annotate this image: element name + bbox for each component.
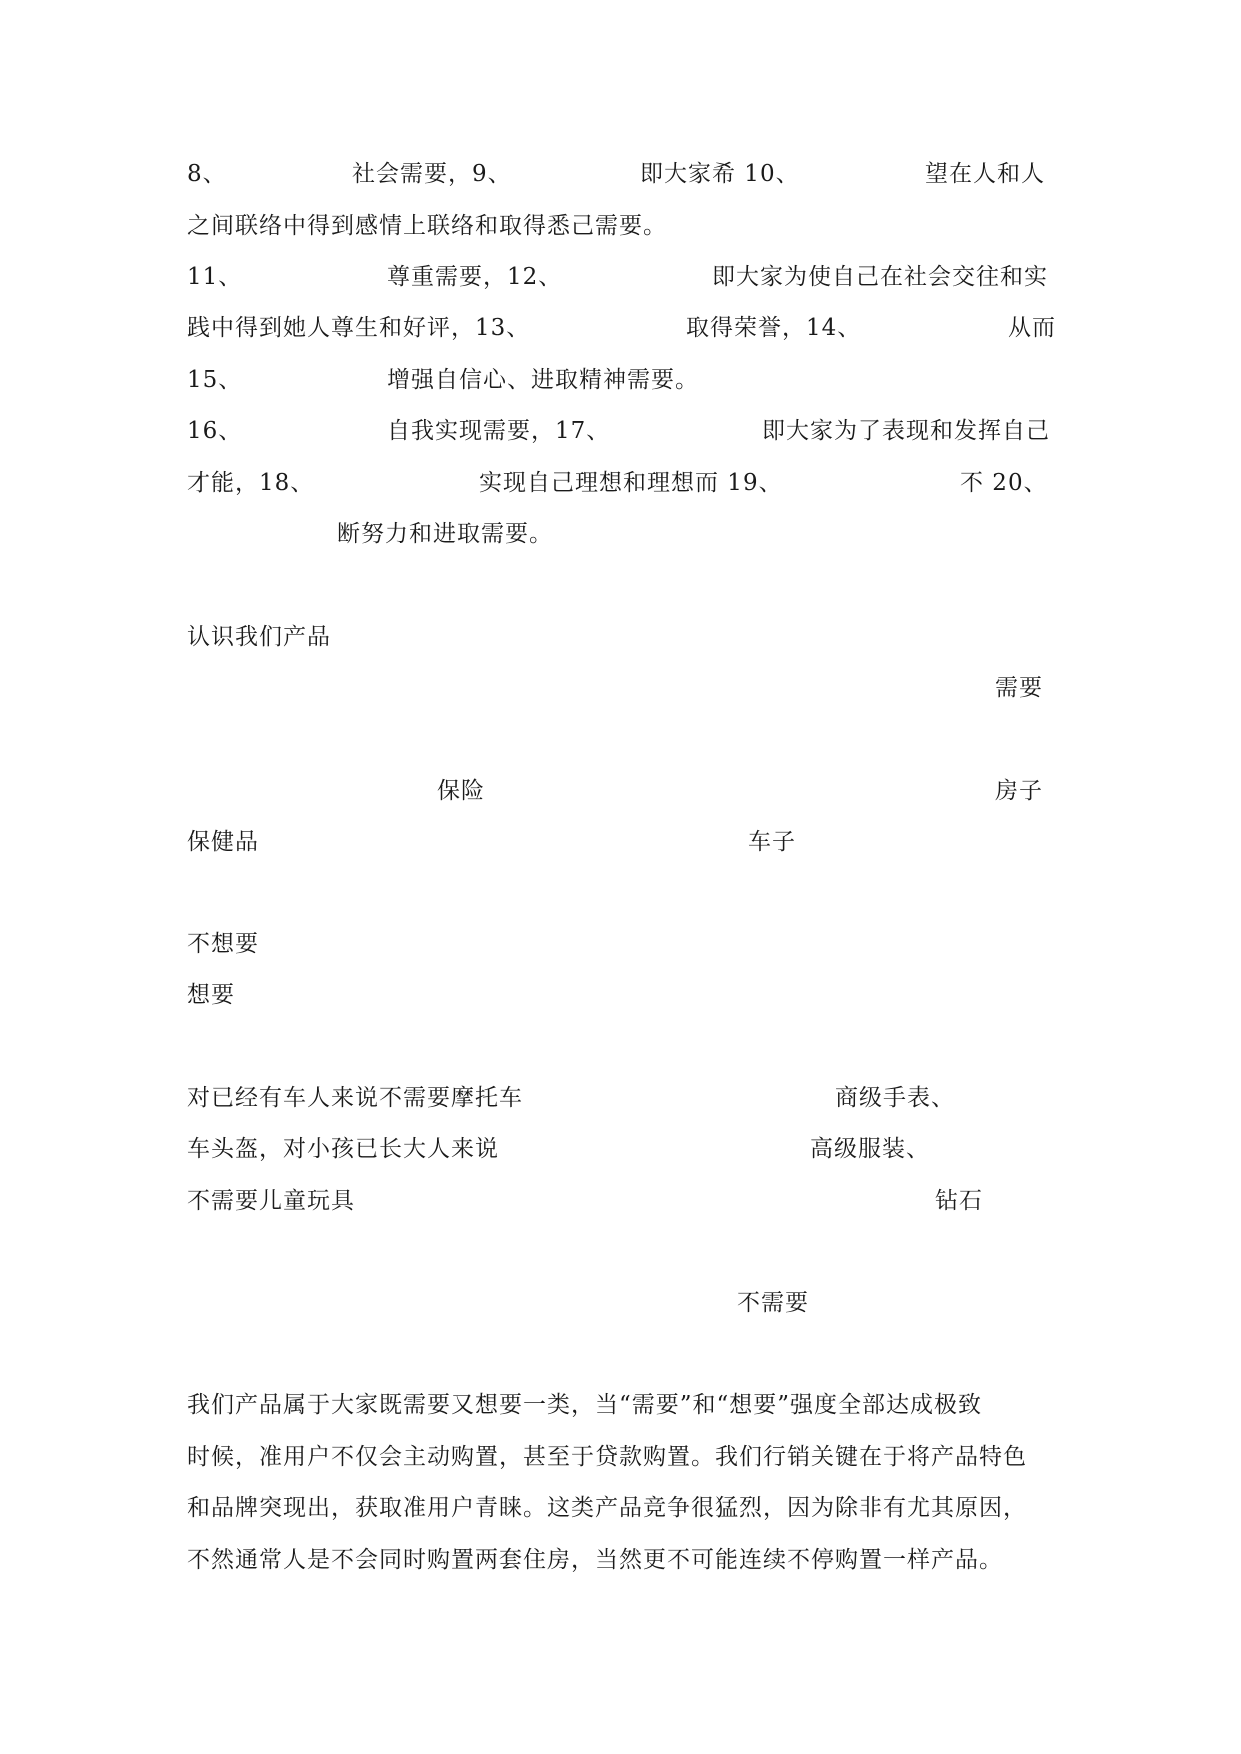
maslow-line6-self-actualization: 自我实现需要，17、: [387, 418, 611, 444]
maslow-line6-num: 16、: [187, 418, 243, 444]
label-not-want: 不想要: [187, 931, 259, 957]
left-col-line-3: 不需要儿童玩具: [187, 1188, 355, 1214]
maslow-line3-tail: 即大家为使自己在社会交往和实: [712, 264, 1048, 290]
summary-line-3: 和品牌突现出，获取准用户青睐。这类产品竞争很猛烈，因为除非有尤其原因，: [187, 1495, 1027, 1521]
maslow-line1-hope: 即大家希 10、: [640, 161, 800, 187]
label-car: 车子: [748, 829, 796, 855]
maslow-line8: 断努力和进取需要。: [337, 521, 553, 547]
maslow-line3-num: 11、: [187, 264, 243, 290]
summary-line-4: 不然通常人是不会同时购置两套住房，当然更不可能连续不停购置一样产品。: [187, 1547, 1003, 1573]
label-luxury-watch: 商级手表、: [835, 1085, 955, 1111]
label-insurance: 保险: [437, 778, 485, 804]
maslow-line4-start: 践中得到她人尊生和好评，13、: [187, 315, 531, 341]
maslow-line7-ideal: 实现自己理想和理想而 19、: [479, 470, 783, 496]
maslow-line4-honor: 取得荣誉，14、: [686, 315, 862, 341]
maslow-line2: 之间联络中得到感情上联络和取得悉己需要。: [187, 213, 667, 239]
maslow-line7-start: 才能，18、: [187, 470, 315, 496]
maslow-line3-esteem-need: 尊重需要，12、: [387, 264, 563, 290]
maslow-line1-num: 8、: [187, 161, 227, 187]
label-want: 想要: [187, 982, 235, 1008]
summary-line-1: 我们产品属于大家既需要又想要一类，当“需要”和“想要”强度全部达成极致: [187, 1392, 983, 1418]
maslow-line6-tail: 即大家为了表现和发挥自己: [762, 418, 1050, 444]
maslow-line7-tail: 不 20、: [960, 470, 1048, 496]
left-col-line-1: 对已经有车人来说不需要摩托车: [187, 1085, 523, 1111]
label-luxury-clothes: 高级服装、: [810, 1136, 930, 1162]
label-diamond: 钻石: [935, 1188, 983, 1214]
left-col-line-2: 车头盔，对小孩已长大人来说: [187, 1136, 499, 1162]
label-need: 需要: [995, 675, 1043, 701]
summary-line-2: 时候，准用户不仅会主动购置，甚至于贷款购置。我们行销关键在于将产品特色: [187, 1444, 1027, 1470]
maslow-line5-confidence: 增强自信心、进取精神需要。: [387, 367, 699, 393]
label-health-products: 保健品: [187, 829, 259, 855]
maslow-line1-social-need: 社会需要，9、: [352, 161, 512, 187]
maslow-line1-tail: 望在人和人: [925, 161, 1045, 187]
label-no-need: 不需要: [737, 1290, 809, 1316]
maslow-line4-tail: 从而: [1008, 315, 1056, 341]
products-heading: 认识我们产品: [187, 624, 331, 650]
label-house: 房子: [995, 778, 1043, 804]
maslow-line5-num: 15、: [187, 367, 243, 393]
